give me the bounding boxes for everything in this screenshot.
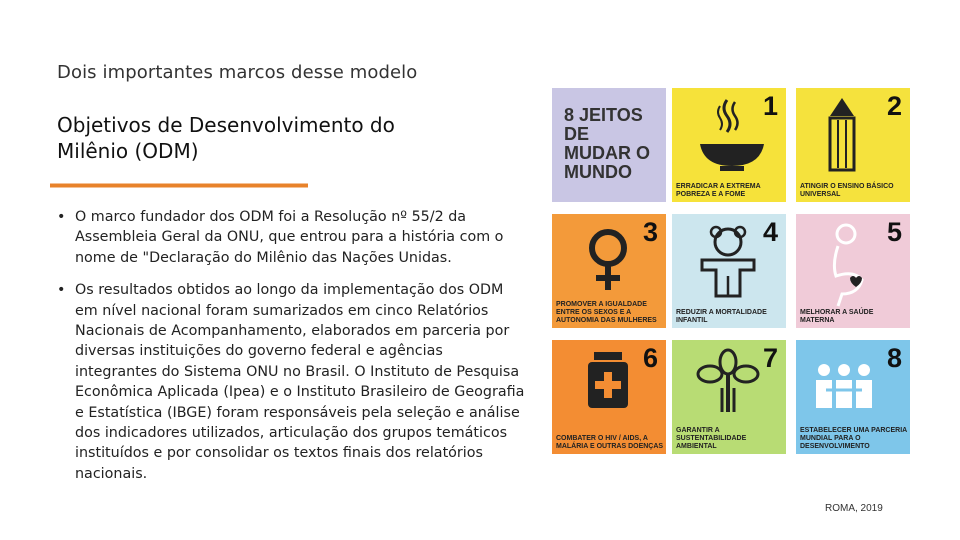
goal-caption: GARANTIR A SUSTENTABILIDADE AMBIENTAL <box>676 427 747 450</box>
goal-number: 2 <box>886 91 902 121</box>
goal-tile-6 <box>552 340 666 454</box>
bullet-item: • O marco fundador dos ODM foi a Resolução nº 55/2 da Assembleia Geral da ONU, que entrou para a história com o nome de "Declaração do Milênio das Nações Unidas. <box>57 207 527 268</box>
goal-tile-1 <box>672 88 786 202</box>
goal-caption: ESTABELECER UMA PARCERIA MUNDIAL PARA O DESENVOLVIMENTO <box>800 427 907 450</box>
goal-caption: ERRADICAR A EXTREMA POBREZA E A FOME <box>676 183 761 198</box>
bullet-list <box>57 207 527 496</box>
goal-tile-2 <box>796 88 910 202</box>
bullet-item: • Os resultados obtidos ao longo da implementação dos ODM em nível nacional foram sumarizados em cinco Relatórios Nacionais de Acompanhamento, elaborados em parceria por diversas instituições do governo federal e agências integrantes do Sistema ONU no Brasil. O Instituto de Pesquisa Econômica Aplicada (Ipea) e o Instituto Brasileiro de Geografia e Estatística (IBGE) foram responsáveis pela seleção e análise dos indicadores utilizados, articulação dos grupos temáticos instituídos e por consolidar os textos finais dos relatórios nacionais. <box>57 280 527 484</box>
goal-caption: MELHORAR A SAÚDE MATERNA <box>800 309 874 324</box>
goal-number: 3 <box>642 217 658 247</box>
goal-tile-5 <box>796 214 910 328</box>
goal-caption: ATINGIR O ENSINO BÁSICO UNIVERSAL <box>800 183 894 198</box>
goal-number: 8 <box>886 343 902 373</box>
goal-number: 7 <box>762 343 778 373</box>
footer-credit: ROMA, 2019 <box>825 503 883 514</box>
goal-number: 5 <box>886 217 902 247</box>
goal-tile-3 <box>552 214 666 328</box>
goal-caption: COMBATER O HIV / AIDS, A MALÁRIA E OUTRAS DOENÇAS <box>556 435 664 450</box>
goal-tile-8 <box>796 340 910 454</box>
goal-caption: REDUZIR A MORTALIDADE INFANTIL <box>676 309 767 324</box>
goal-number: 4 <box>762 217 778 247</box>
slide-subtitle: Dois importantes marcos desse modelo <box>57 62 418 83</box>
mdg-goals-grid <box>552 88 910 456</box>
goal-tile-7 <box>672 340 786 454</box>
goal-caption: PROMOVER A IGUALDADE ENTRE OS SEXOS E A AUTONOMIA DAS MULHERES <box>556 301 657 324</box>
goals-heading: 8 JEITOS DE MUDAR O MUNDO <box>564 105 650 182</box>
title-underline <box>50 183 308 188</box>
goal-number: 6 <box>642 343 658 373</box>
goals-heading-tile <box>552 88 666 202</box>
slide-title: Objetivos de Desenvolvimento do Milênio (ODM) <box>57 113 395 163</box>
goal-number: 1 <box>762 91 778 121</box>
goal-tile-4 <box>672 214 786 328</box>
